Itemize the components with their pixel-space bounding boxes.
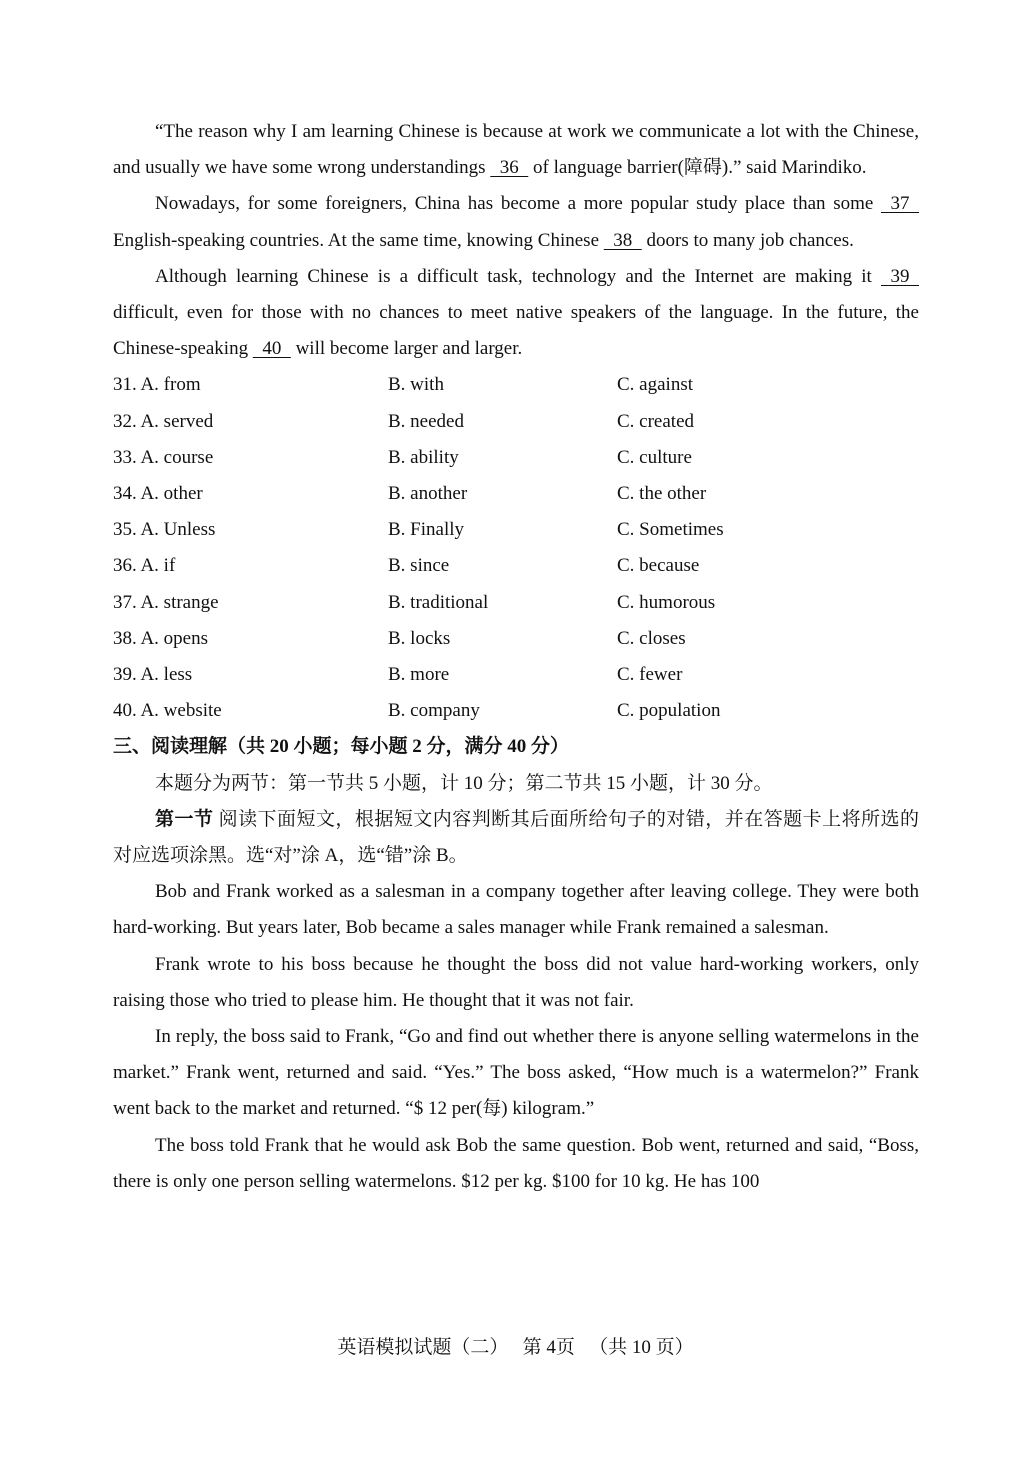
page-footer: 英语模拟试题（二） 第 4页 （共 10 页） (337, 1337, 694, 1358)
section-3-part1-instruction (113, 802, 919, 874)
option-row-31 (113, 367, 919, 403)
blank-38: 38 (603, 229, 642, 251)
section-3-intro: 本题分为两节：第一节共 5 小题，计 10 分；第二节共 15 小题，计 30 分。 (155, 772, 773, 794)
option-a: 34. A. other (113, 482, 203, 504)
option-b: B. Finally (388, 519, 465, 541)
reading-paragraph-3: In reply, the boss said to Frank, “Go and find out whether there is anyone selling watermelons in the market.” Frank went, returned and said. “Yes.” The boss asked, “How much is a watermelon?” Frank went back to the market and returned. “$ 12 per(每) kilogram.” (113, 1025, 919, 1120)
option-c: C. closes (617, 627, 686, 649)
part1-label: 第一节 (155, 808, 214, 830)
text-span: doors to many job chances. (641, 229, 854, 251)
option-b: B. more (388, 663, 450, 685)
option-row-39 (113, 657, 919, 693)
option-c: C. against (617, 374, 693, 396)
text-span: will become larger and larger. (290, 338, 523, 360)
blank-37: 37 (881, 193, 919, 215)
option-row-34 (113, 476, 919, 512)
option-a: 36. A. if (113, 555, 176, 577)
passage-paragraph-3 (113, 259, 919, 368)
option-c: C. culture (617, 446, 692, 468)
option-b: B. locks (388, 627, 451, 649)
option-a: 33. A. course (113, 446, 214, 468)
section-3-title: 三、阅读理解（共 20 小题；每小题 2 分，满分 40 分） (113, 736, 570, 758)
exam-page (113, 114, 919, 1200)
option-c: C. population (617, 700, 721, 722)
option-a: 40. A. website (113, 700, 222, 722)
passage-paragraph-2 (113, 186, 919, 258)
reading-paragraph-4: The boss told Frank that he would ask Bob the same question. Bob went, returned and said, “Boss, there is only one person selling watermelons. $12 per kg. $100 for 10 kg. He has 100 (113, 1134, 919, 1192)
part1-instruction-text: 阅读下面短文，根据短文内容判断其后面所给句子的对错，并在答题卡上将所选的对应选项涂黑。选“对”涂 A，选“错”涂 B。 (113, 808, 919, 866)
option-row-37 (113, 585, 919, 621)
option-row-38 (113, 621, 919, 657)
option-b: B. since (388, 555, 450, 577)
option-row-35 (113, 512, 919, 548)
text-span: “The reason why I am learning Chinese is because at work we communicate a lot with the Chinese, and usually we have some wrong understandings (113, 121, 919, 179)
text-span: Although learning Chinese is a difficult task, technology and the Internet are making it (155, 265, 881, 287)
option-a: 39. A. less (113, 663, 193, 685)
option-c: C. fewer (617, 663, 683, 685)
option-c: C. because (617, 555, 700, 577)
text-span: of language barrier(障碍).” said Marindiko. (528, 157, 867, 179)
option-b: B. with (388, 374, 444, 396)
option-c: C. the other (617, 482, 707, 504)
reading-paragraph-1: Bob and Frank worked as a salesman in a company together after leaving college. They were both hard-working. But years later, Bob became a sales manager while Frank remained a salesman. (113, 881, 919, 939)
text-span: Nowadays, for some foreigners, China has become a more popular study place than some (155, 193, 881, 215)
passage-paragraph-1 (113, 114, 919, 186)
option-a: 37. A. strange (113, 591, 219, 613)
option-a: 31. A. from (113, 374, 201, 396)
option-c: C. created (617, 410, 695, 432)
option-row-32 (113, 404, 919, 440)
option-c: C. humorous (617, 591, 716, 613)
option-a: 38. A. opens (113, 627, 208, 649)
blank-36: 36 (490, 157, 529, 179)
option-b: B. company (388, 700, 480, 722)
blank-40: 40 (252, 338, 291, 360)
option-b: B. another (388, 482, 468, 504)
options-list (113, 367, 919, 729)
option-b: B. needed (388, 410, 464, 432)
option-row-40 (113, 693, 919, 729)
option-row-36 (113, 548, 919, 584)
option-c: C. Sometimes (617, 519, 724, 541)
blank-39: 39 (881, 265, 919, 287)
option-b: B. traditional (388, 591, 489, 613)
text-span: English-speaking countries. At the same time, knowing Chinese (113, 229, 604, 251)
option-a: 35. A. Unless (113, 519, 216, 541)
option-row-33 (113, 440, 919, 476)
reading-paragraph-2: Frank wrote to his boss because he thought the boss did not value hard-working workers, only raising those who tried to please him. He thought that it was not fair. (113, 953, 919, 1011)
option-b: B. ability (388, 446, 459, 468)
option-a: 32. A. served (113, 410, 214, 432)
text-span: difficult, even for those with no chances to meet native speakers of the language. In the future, the Chinese-speaking (113, 302, 919, 360)
